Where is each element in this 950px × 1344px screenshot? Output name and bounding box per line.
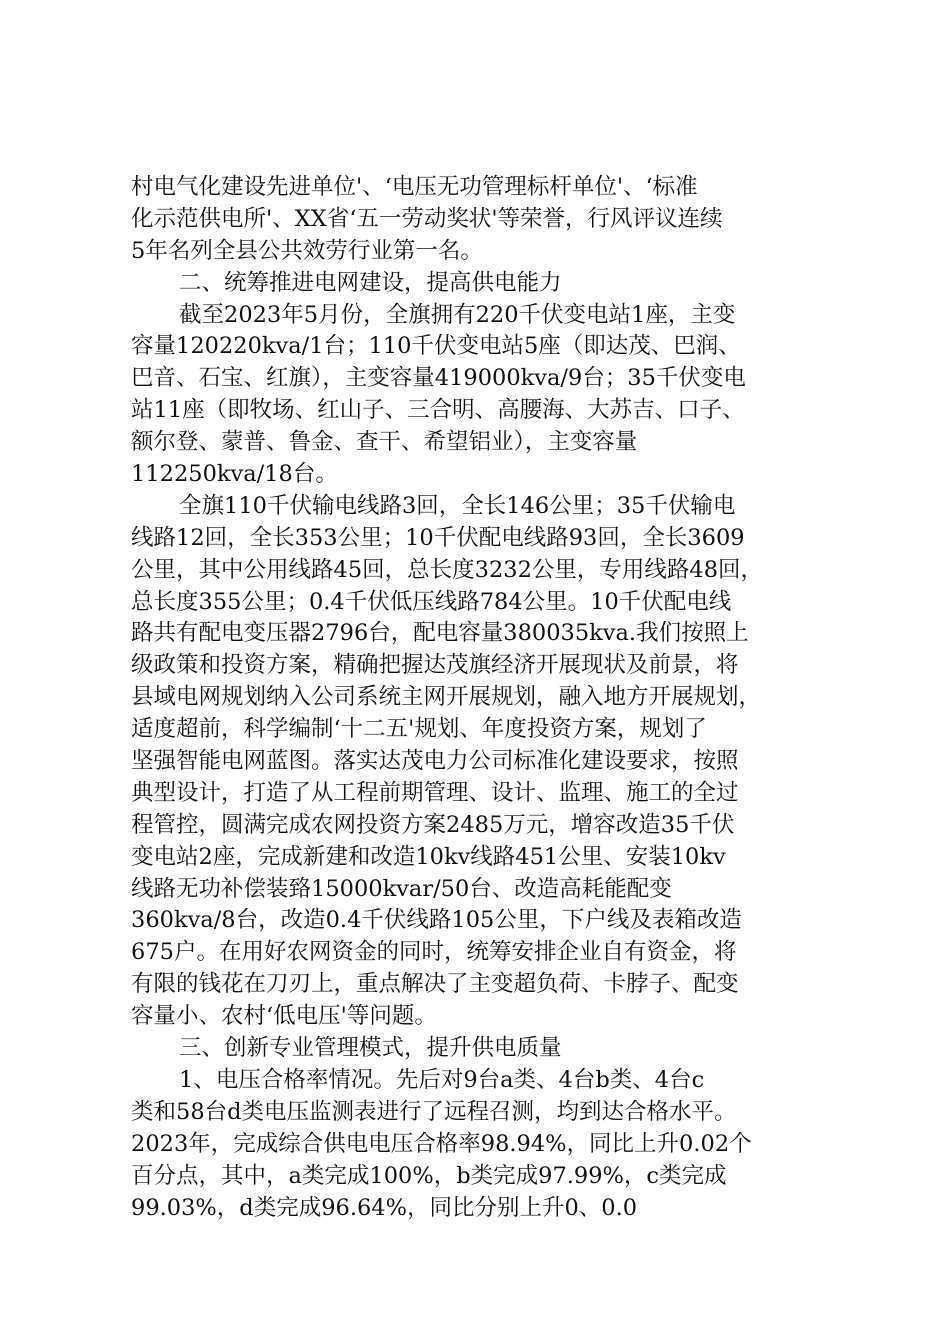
text-line: 路共有配电变压器2796台，配电容量380035kva.我们按照上 xyxy=(131,620,749,647)
text-line: 县域电网规划纳入公司系统主网开展规划，融入地方开展规划， xyxy=(131,684,762,711)
text-line: 675户。在用好农网资金的同时，统筹安排企业自有资金，将 xyxy=(131,939,737,966)
text-line: 全旗110千伏输电线路3回，全长146公里；35千伏输电 xyxy=(179,492,736,519)
text-line: 级政策和投资方案，精确把握达茂旗经济开展现状及前景，将 xyxy=(131,652,739,679)
text-line: 99.03%，d类完成96.64%，同比分别上升0、0.0 xyxy=(131,1194,638,1221)
text-line: 坚强智能电网蓝图。落实达茂电力公司标准化建设要求，按照 xyxy=(131,748,739,775)
text-line: 线路无功补偿装臵15000kvar/50台、改造高耗能配变 xyxy=(131,875,672,902)
text-line: 适度超前，科学编制‘十二五'规划、年度投资方案，规划了 xyxy=(131,716,707,743)
text-line: 360kva/8台，改造0.4千伏线路105公里，下户线及表箱改造 xyxy=(131,907,742,934)
text-line: 额尔登、蒙普、鲁金、查干、希望铝业），主变容量 xyxy=(131,429,638,456)
section-heading: 二、统筹推进电网建设，提高供电能力 xyxy=(179,269,562,296)
text-line: 程管控，圆满完成农网投资方案2485万元，增容改造35千伏 xyxy=(131,811,735,838)
text-line: 类和58台d类电压监测表进行了远程召测，均到达合格水平。 xyxy=(131,1098,737,1125)
text-line: 典型设计，打造了从工程前期管理、设计、监理、施工的全过 xyxy=(131,779,739,806)
text-line: 2023年，完成综合供电电压合格率98.94%，同比上升0.02个 xyxy=(131,1130,752,1157)
text-line: 1、电压合格率情况。先后对9台a类、4台b类、4台c xyxy=(179,1066,705,1093)
text-line: 有限的钱花在刀刃上，重点解决了主变超负荷、卡脖子、配变 xyxy=(131,971,739,998)
text-line: 线路12回，全长353公里；10千伏配电线路93回，全长3609 xyxy=(131,524,745,551)
text-line: 公里，其中公用线路45回，总长度3232公里，专用线路48回， xyxy=(131,556,764,583)
text-line: 5年名列全县公共效劳行业第一名。 xyxy=(131,237,483,264)
section-heading: 三、创新专业管理模式，提升供电质量 xyxy=(179,1035,562,1062)
text-line: 站11座（即牧场、红山子、三合明、高腰海、大苏吉、口子、 xyxy=(131,397,745,424)
text-line: 总长度355公里；0.4千伏低压线路784公里。10千伏配电线 xyxy=(131,588,732,615)
text-line: 截至2023年5月份，全旗拥有220千伏变电站1座，主变 xyxy=(179,301,736,328)
text-line: 巴音、石宝、红旗），主变容量419000kva/9台；35千伏变电 xyxy=(131,365,746,392)
text-line: 化示范供电所'、XX省‘五一劳动奖状'等荣誉，行风评议连续 xyxy=(131,205,723,232)
text-line: 112250kva/18台。 xyxy=(131,461,338,488)
text-line: 百分点，其中，a类完成100%，b类完成97.99%，c类完成 xyxy=(131,1162,727,1189)
text-line: 变电站2座，完成新建和改造10kv线路451公里、安装10kv xyxy=(131,843,726,870)
text-line: 容量小、农村‘低电压'等问题。 xyxy=(131,1003,437,1030)
text-line: 村电气化建设先进单位'、‘电压无功管理标杆单位'、‘标准 xyxy=(131,174,698,200)
document-body xyxy=(131,172,831,1224)
text-line: 容量120220kva/1台；110千伏变电站5座（即达茂、巴润、 xyxy=(131,333,741,360)
